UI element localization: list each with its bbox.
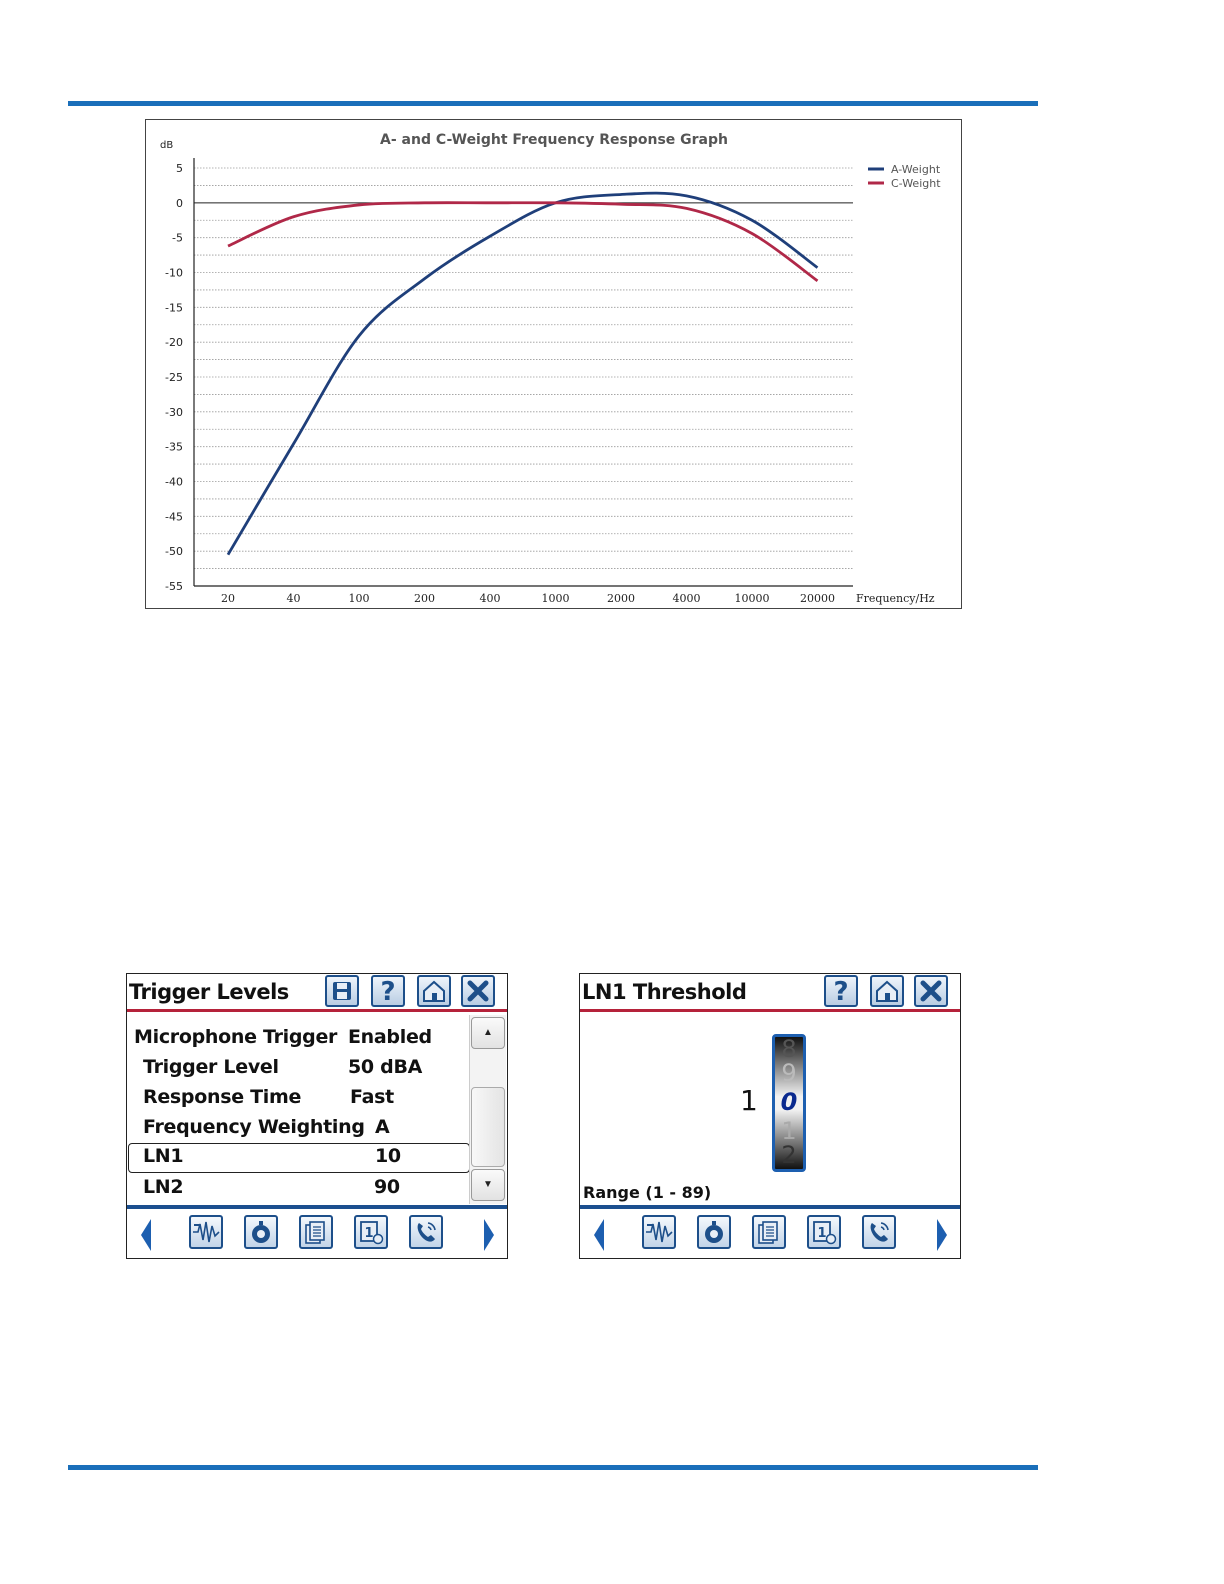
list-item[interactable] (127, 1174, 467, 1202)
top-rule (68, 101, 1038, 106)
files-button[interactable] (752, 1215, 786, 1249)
close-button[interactable] (914, 975, 948, 1007)
x-tick-label: 40 (286, 592, 301, 605)
home-button[interactable] (870, 975, 904, 1007)
close-icon (919, 979, 943, 1003)
bottom-toolbar (127, 1211, 507, 1258)
x-tick-label: 100 (348, 592, 370, 605)
x-tick-label: 4000 (672, 592, 701, 605)
x-tick-label: 1000 (541, 592, 570, 605)
y-tick-label: -35 (165, 440, 183, 454)
x-tick-label: 20 (221, 592, 235, 605)
phone-icon (413, 1219, 439, 1245)
header-divider (127, 1009, 507, 1012)
question-mark-icon (829, 978, 853, 1004)
spinner-digit: 9 (781, 1059, 797, 1087)
digit-spinner[interactable] (772, 1034, 806, 1172)
call-button[interactable] (409, 1215, 443, 1249)
next-arrow-icon[interactable] (482, 1219, 496, 1251)
y-tick-label: -15 (165, 301, 183, 315)
chart-svg (146, 120, 961, 608)
range-label: Range (1 - 89) (583, 1183, 712, 1202)
calendar-clock-icon (811, 1219, 837, 1245)
bottom-toolbar (580, 1211, 960, 1258)
monitor-button[interactable] (697, 1215, 731, 1249)
row-value: A (375, 1116, 390, 1138)
next-arrow-icon[interactable] (935, 1219, 949, 1251)
svg-text:?: ? (833, 978, 849, 1004)
svg-text:?: ? (380, 978, 396, 1004)
stopwatch-icon (248, 1219, 274, 1245)
y-tick-label: -30 (165, 405, 183, 419)
y-tick-label: -5 (172, 231, 183, 245)
scroll-thumb[interactable] (471, 1087, 505, 1167)
trigger-levels-screen (126, 973, 508, 1259)
footer-divider (127, 1205, 507, 1209)
y-tick-label: -40 (165, 475, 183, 489)
row-value: Enabled (348, 1026, 432, 1048)
previous-arrow-icon[interactable] (139, 1219, 153, 1251)
spinner-digit: 2 (781, 1141, 797, 1169)
phone-icon (866, 1219, 892, 1245)
y-tick-label: -55 (165, 580, 183, 593)
waveform-icon (645, 1220, 673, 1244)
fixed-digit: 1 (740, 1084, 758, 1117)
x-tick-label: 10000 (734, 592, 770, 605)
home-icon (874, 979, 900, 1003)
monitor-button[interactable] (244, 1215, 278, 1249)
y-tick-label: -10 (165, 266, 183, 280)
close-button[interactable] (461, 975, 495, 1007)
floppy-disk-icon (330, 979, 354, 1003)
stopwatch-icon (701, 1219, 727, 1245)
home-icon (421, 979, 447, 1003)
calendar-button[interactable] (354, 1215, 388, 1249)
y-tick-label: -50 (165, 545, 183, 559)
y-tick-label: 5 (176, 162, 183, 175)
footer-divider (580, 1205, 960, 1209)
close-icon (466, 979, 490, 1003)
spinner-selected-digit: 0 (780, 1088, 798, 1116)
row-value: 10 (375, 1145, 401, 1167)
x-tick-label: 400 (479, 592, 501, 605)
scrollbar[interactable] (469, 1015, 506, 1204)
y-tick-label: -20 (165, 336, 183, 350)
row-value: Fast (350, 1086, 394, 1108)
help-button[interactable] (824, 975, 858, 1007)
save-button[interactable] (325, 975, 359, 1007)
scroll-down-button[interactable]: ▼ (471, 1169, 505, 1201)
x-tick-label: 20000 (800, 592, 835, 605)
screen-title: LN1 Threshold (582, 980, 747, 1004)
list-item[interactable] (127, 1114, 467, 1142)
list-item[interactable] (127, 1054, 467, 1082)
y-tick-label: -25 (165, 371, 183, 384)
row-label: LN2 (143, 1176, 184, 1198)
x-axis-label: Frequency/Hz (856, 592, 935, 605)
legend-label: C-Weight (891, 177, 941, 190)
files-button[interactable] (299, 1215, 333, 1249)
calendar-clock-icon (358, 1219, 384, 1245)
screen-title: Trigger Levels (129, 980, 289, 1004)
y-axis-label: dB (160, 140, 174, 151)
calendar-button[interactable] (807, 1215, 841, 1249)
waveform-button[interactable] (189, 1215, 223, 1249)
list-item[interactable] (127, 1084, 467, 1112)
y-tick-label: -45 (165, 510, 183, 524)
x-tick-label: 2000 (607, 592, 635, 605)
y-tick-label: 0 (176, 196, 183, 210)
spinner-digit: 8 (781, 1035, 797, 1063)
documents-icon (303, 1219, 329, 1245)
home-button[interactable] (417, 975, 451, 1007)
x-tick-label: 200 (414, 592, 435, 605)
bottom-rule (68, 1465, 1038, 1470)
waveform-icon (192, 1220, 220, 1244)
row-value: 50 dBA (348, 1056, 423, 1078)
row-label: Frequency Weighting (143, 1116, 365, 1138)
list-item-selected[interactable] (128, 1143, 470, 1173)
series-line-a-weight (228, 193, 818, 555)
svg-text:1: 1 (817, 1226, 827, 1241)
question-mark-icon (376, 978, 400, 1004)
spinner-digit: 1 (781, 1117, 797, 1145)
legend-label: A-Weight (891, 163, 941, 176)
call-button[interactable] (862, 1215, 896, 1249)
waveform-button[interactable] (642, 1215, 676, 1249)
header-divider (580, 1009, 960, 1012)
row-value: 90 (374, 1176, 400, 1198)
row-label: Response Time (143, 1086, 302, 1108)
list-item[interactable] (127, 1024, 467, 1052)
ln1-threshold-screen (579, 973, 961, 1259)
frequency-response-chart (145, 119, 962, 609)
series-line-c-weight (228, 203, 818, 281)
row-label: Trigger Level (143, 1056, 279, 1078)
row-label: LN1 (143, 1145, 184, 1167)
documents-icon (756, 1219, 782, 1245)
svg-text:1: 1 (364, 1226, 374, 1241)
row-label: Microphone Trigger (134, 1026, 338, 1048)
scroll-up-button[interactable]: ▲ (471, 1017, 505, 1049)
chart-title: A- and C-Weight Frequency Response Graph (380, 132, 728, 148)
help-button[interactable] (371, 975, 405, 1007)
previous-arrow-icon[interactable] (592, 1219, 606, 1251)
